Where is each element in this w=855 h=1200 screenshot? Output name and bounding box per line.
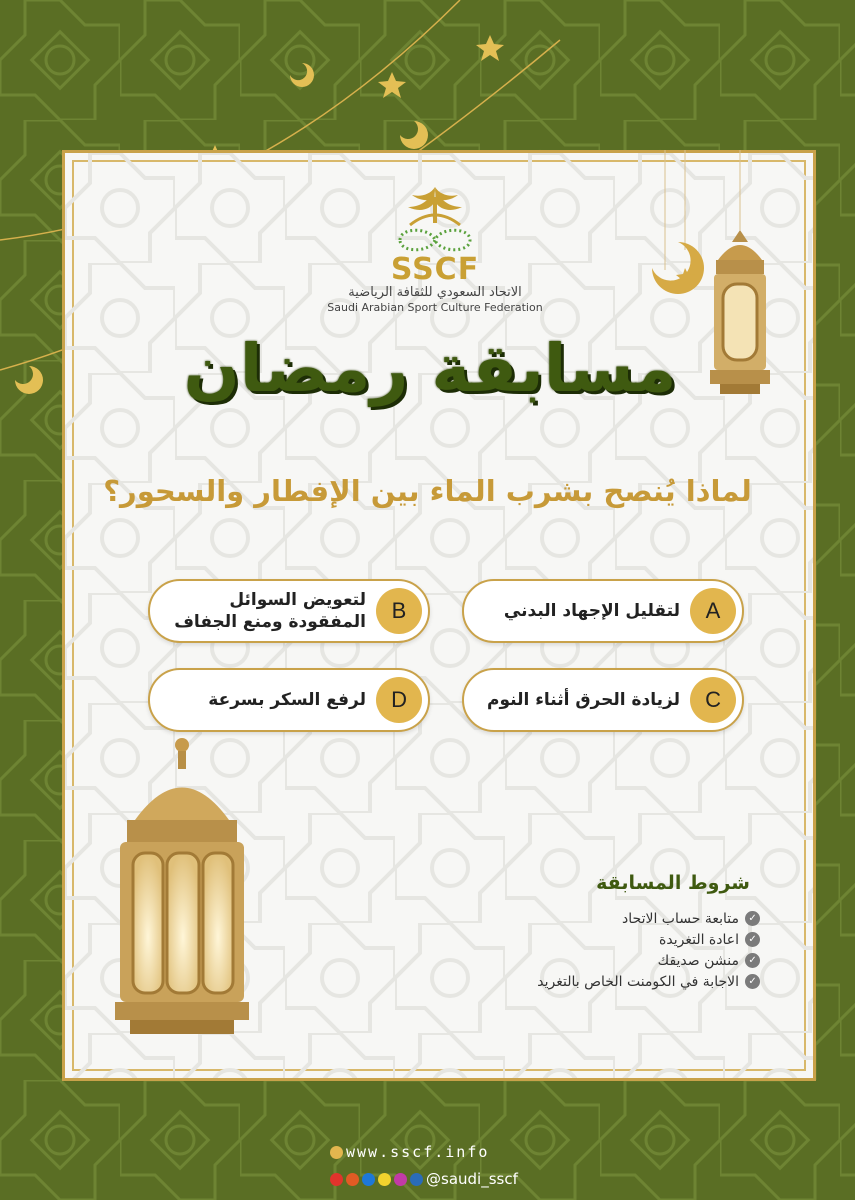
check-icon: ✓ <box>745 953 760 968</box>
check-icon: ✓ <box>745 932 760 947</box>
linkedin-icon <box>410 1173 423 1186</box>
logo-name-english: Saudi Arabian Sport Culture Federation <box>327 301 543 314</box>
star-icon <box>378 72 406 98</box>
twitter-icon <box>362 1173 375 1186</box>
conditions-title: شروط المسابقة <box>596 872 750 894</box>
option-d-badge: D <box>376 677 422 723</box>
option-c-button[interactable] <box>462 668 744 732</box>
option-a-text: لتقليل الإجهاد البدني <box>503 601 680 621</box>
condition-text: اعادة التغريدة <box>659 931 739 948</box>
page-title: مسابقة رمضان <box>183 330 677 407</box>
emblem-icon <box>390 185 480 253</box>
list-item <box>440 971 760 992</box>
check-icon: ✓ <box>745 974 760 989</box>
option-a-button[interactable] <box>462 579 744 643</box>
conditions-list <box>440 908 760 992</box>
list-item <box>440 908 760 929</box>
logo-name-arabic: الاتحاد السعودي للثقافة الرياضية <box>348 285 522 300</box>
social-handle: @saudi_sscf <box>426 1170 518 1188</box>
facebook-icon <box>346 1173 359 1186</box>
option-b-text: لتعويض السوائل المفقودة ومنع الجفاف <box>174 590 366 632</box>
crescent-icon <box>290 63 314 87</box>
youtube-icon <box>330 1173 343 1186</box>
crescent-icon <box>400 121 428 149</box>
lantern-icon <box>95 735 270 1040</box>
condition-text: الاجابة في الكومنت الخاص بالتغريد <box>537 973 739 990</box>
instagram-icon <box>394 1173 407 1186</box>
logo-abbreviation: SSCF <box>390 252 480 287</box>
footer-social[interactable] <box>330 1170 518 1188</box>
option-d-text: لرفع السكر بسرعة <box>208 690 366 710</box>
sscf-logo <box>320 185 550 315</box>
snapchat-icon <box>378 1173 391 1186</box>
condition-text: منشن صديقك <box>657 952 739 969</box>
condition-text: متابعة حساب الاتحاد <box>622 910 739 927</box>
check-icon: ✓ <box>745 911 760 926</box>
footer-website[interactable] <box>330 1143 489 1161</box>
option-a-badge: A <box>690 588 736 634</box>
list-item <box>440 950 760 971</box>
crescent-icon <box>15 366 43 394</box>
option-c-text: لزيادة الحرق أثناء النوم <box>487 690 680 710</box>
star-icon <box>476 35 504 61</box>
list-item <box>440 929 760 950</box>
globe-icon <box>330 1146 343 1159</box>
option-d-button[interactable] <box>148 668 430 732</box>
option-b-badge: B <box>376 588 422 634</box>
option-c-badge: C <box>690 677 736 723</box>
question-text: لماذا يُنصح بشرب الماء بين الإفطار والسحور؟ <box>103 474 752 508</box>
website-text: www.sscf.info <box>346 1143 490 1161</box>
crescent-icon <box>652 242 704 294</box>
option-b-button[interactable] <box>148 579 430 643</box>
